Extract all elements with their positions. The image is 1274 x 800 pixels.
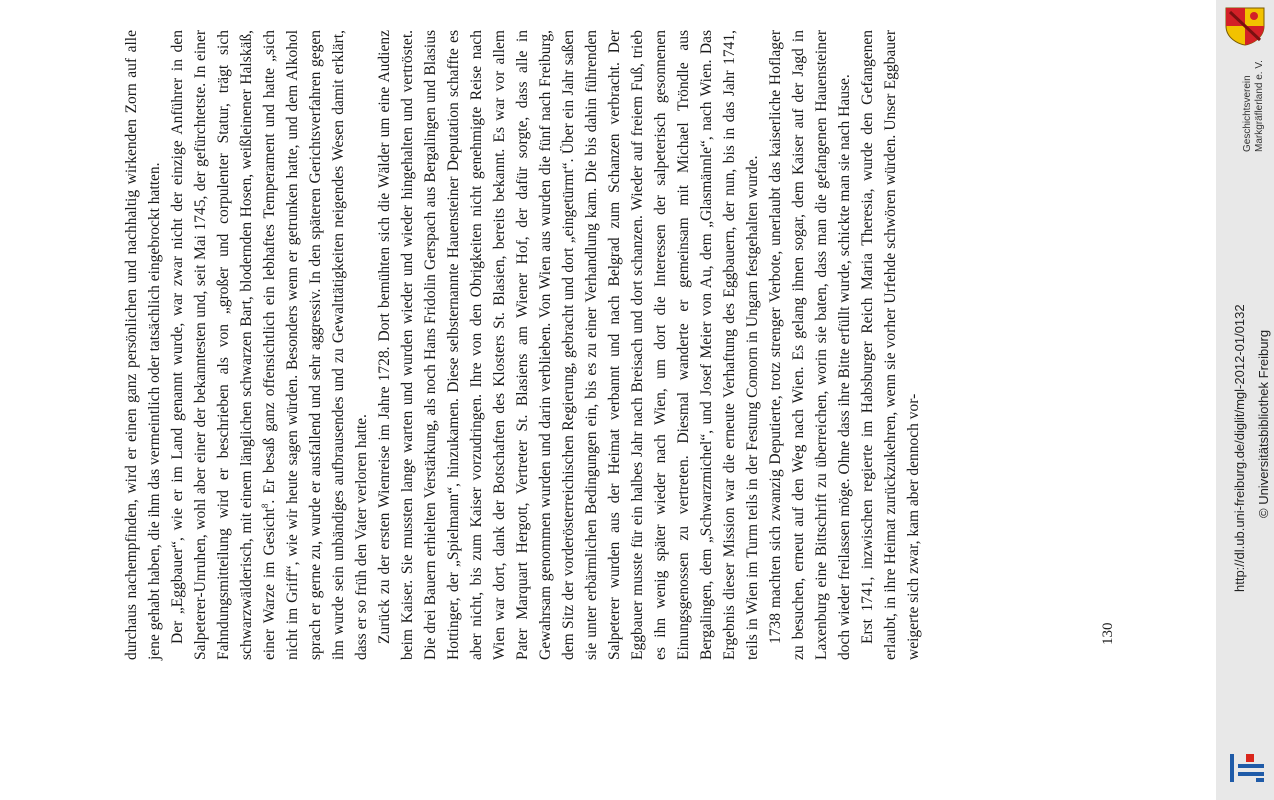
paragraph-2-start: Der „Eggbauer“, wie er im Land genannt wurde, war zwar nicht der einzige Anführer in den Salpeterer-Unruhen, wohl aber einer der bekanntesten und, seit Mai 1745, der gefürchtetste. In einer Fahndungsmitteilung wird er beschrieben als von „großer und corpulenter Statur, trägt sich schwarzwälderisch, mit einem länglichen schwarzen Bart, blodernden Hosen, weißleinener Halskäß, einer Warze im Gesicht <box>169 30 278 660</box>
page-number: 130 <box>1100 622 1116 645</box>
paragraph-3: Zurück zu der ersten Wienreise im Jahre 1728. Dort bemühten sich die Wälder um eine Audienz beim Kaiser. Sie mussten lange warten und wurden wieder und wieder hingehalten und vertröstet. Die drei Bauern erhielten Verstärkung, als noch Hans Fridolin Gerspach aus Bergalingen und Blasius Hottinger, der „Spielmann“, hinzukamen. Diese selbsternannte Hauensteiner Deputation schaffte es aber nicht, bis zum Kaiser vorzudringen. Ihre von den Obrigkeiten nicht genehmigte Reise nach Wien war dort, dank der Botschaften des Klosters St. Blasien, bereits bekannt. Es war vor allem Pater Marquart Hergott, Vertreter St. Blasiens am Wiener Hof, der dafür sorgte, dass alle in Gewahrsam genommen wurden und darin verblieben. Von Wien aus wurden die fünf nach Freiburg, dem Sitz der vorderösterreichischen Regierung, gebracht und dort „eingetürmt“. Über ein Jahr saßen sie unter erbärmlichen Bedingungen ein, bis es zu einer Verhandlung kam. Die bis dahin führenden Salpeterer wurden aus der Heimat verbannt und nach Belgrad zum Schanzen verbracht. Der Eggbauer musste für ein halbes Jahr nach Breisach und dort schanzen. Wieder auf freiem Fuß, trieb es ihn wenig später wieder nach Wien, um dort die Interessen der salpeterisch gesonnenen Einungsgenossen zu vertreten. Diesmal wanderte er gemeinsam mit Michael Tröndle aus Bergalingen, dem „Schwarzmichel“, und Josef Meier von Au, dem „Glasmännle“, nach Wien. Das Ergebnis dieser Mission war die erneute Verhaftung des Eggbauern, der nun, bis in das Jahr 1741, teils in Wien im Turm teils in der Festung Comorn in Ungarn festgehalten wurde. <box>376 30 761 660</box>
society-line-1: Geschichtsverein <box>1242 75 1253 152</box>
source-url-link[interactable]: http://dl.ub.uni-freiburg.de/diglit/mgl-2012-01/0132 <box>1232 304 1247 592</box>
paragraph-1: durchaus nachempfinden, wird er einen ganz persönlichen und nachhaltig wirkenden Zorn auf alle jene gehabt haben, die ihm das vermeintlich oder tatsächlich eingebrockt hatten. <box>123 30 163 660</box>
paragraph-2-end: . Er besaß ganz offensichtlich ein lebhaftes Temperament und hatte „sich nicht im Griff“, wie wir heute sagen würden. Besonders wenn er getrunken hatte, und dem Alkohol sprach er gerne zu, wurde er ausfallend und sehr aggressiv. In den späteren Gerichtsverfahren gegen ihn wurde sein unbändiges aufbrausendes und zu Gewalttätigkeiten neigendes Wesen damit erklärt, dass er so früh den Vater verloren hatte. <box>261 30 370 660</box>
markgraeflerland-crest-icon <box>1222 6 1268 46</box>
footnote-mark: 8 <box>259 503 270 509</box>
ub-freiburg-logo-icon[interactable] <box>1226 748 1270 788</box>
copyright-label: © Universitätsbibliothek Freiburg <box>1256 329 1271 518</box>
paragraph-4: 1738 machten sich zwanzig Deputierte, trotz strenger Verbote, unerlaubt das kaiserliche Hoflager zu besuchen, erneut auf den Weg nach Wien. Es gelang ihnen sogar, dem Kaiser auf der Jagd in Laxenburg eine Bittschrift zu überreichen, worin sie baten, dass man die gefangenen Hauensteiner doch wieder freilassen möge. Ohne dass ihre Bitte erfüllt wurde, schickte man sie nach Hause. <box>767 30 853 660</box>
paragraph-5: Erst 1741, inzwischen regierte im Habsburger Reich Maria Theresia, wurde den Gefangenen erlaubt, in ihre Heimat zurückzukehren, wenn sie vorher Urfehde schwören würden. Unser Eggbauer weigerte sich zwar, kam aber dennoch vor- <box>859 30 922 660</box>
page-text-block <box>120 30 1090 660</box>
society-label <box>1242 60 1266 152</box>
society-line-2: Markgräflerland e. V. <box>1254 60 1265 152</box>
paragraph-2 <box>166 30 373 660</box>
